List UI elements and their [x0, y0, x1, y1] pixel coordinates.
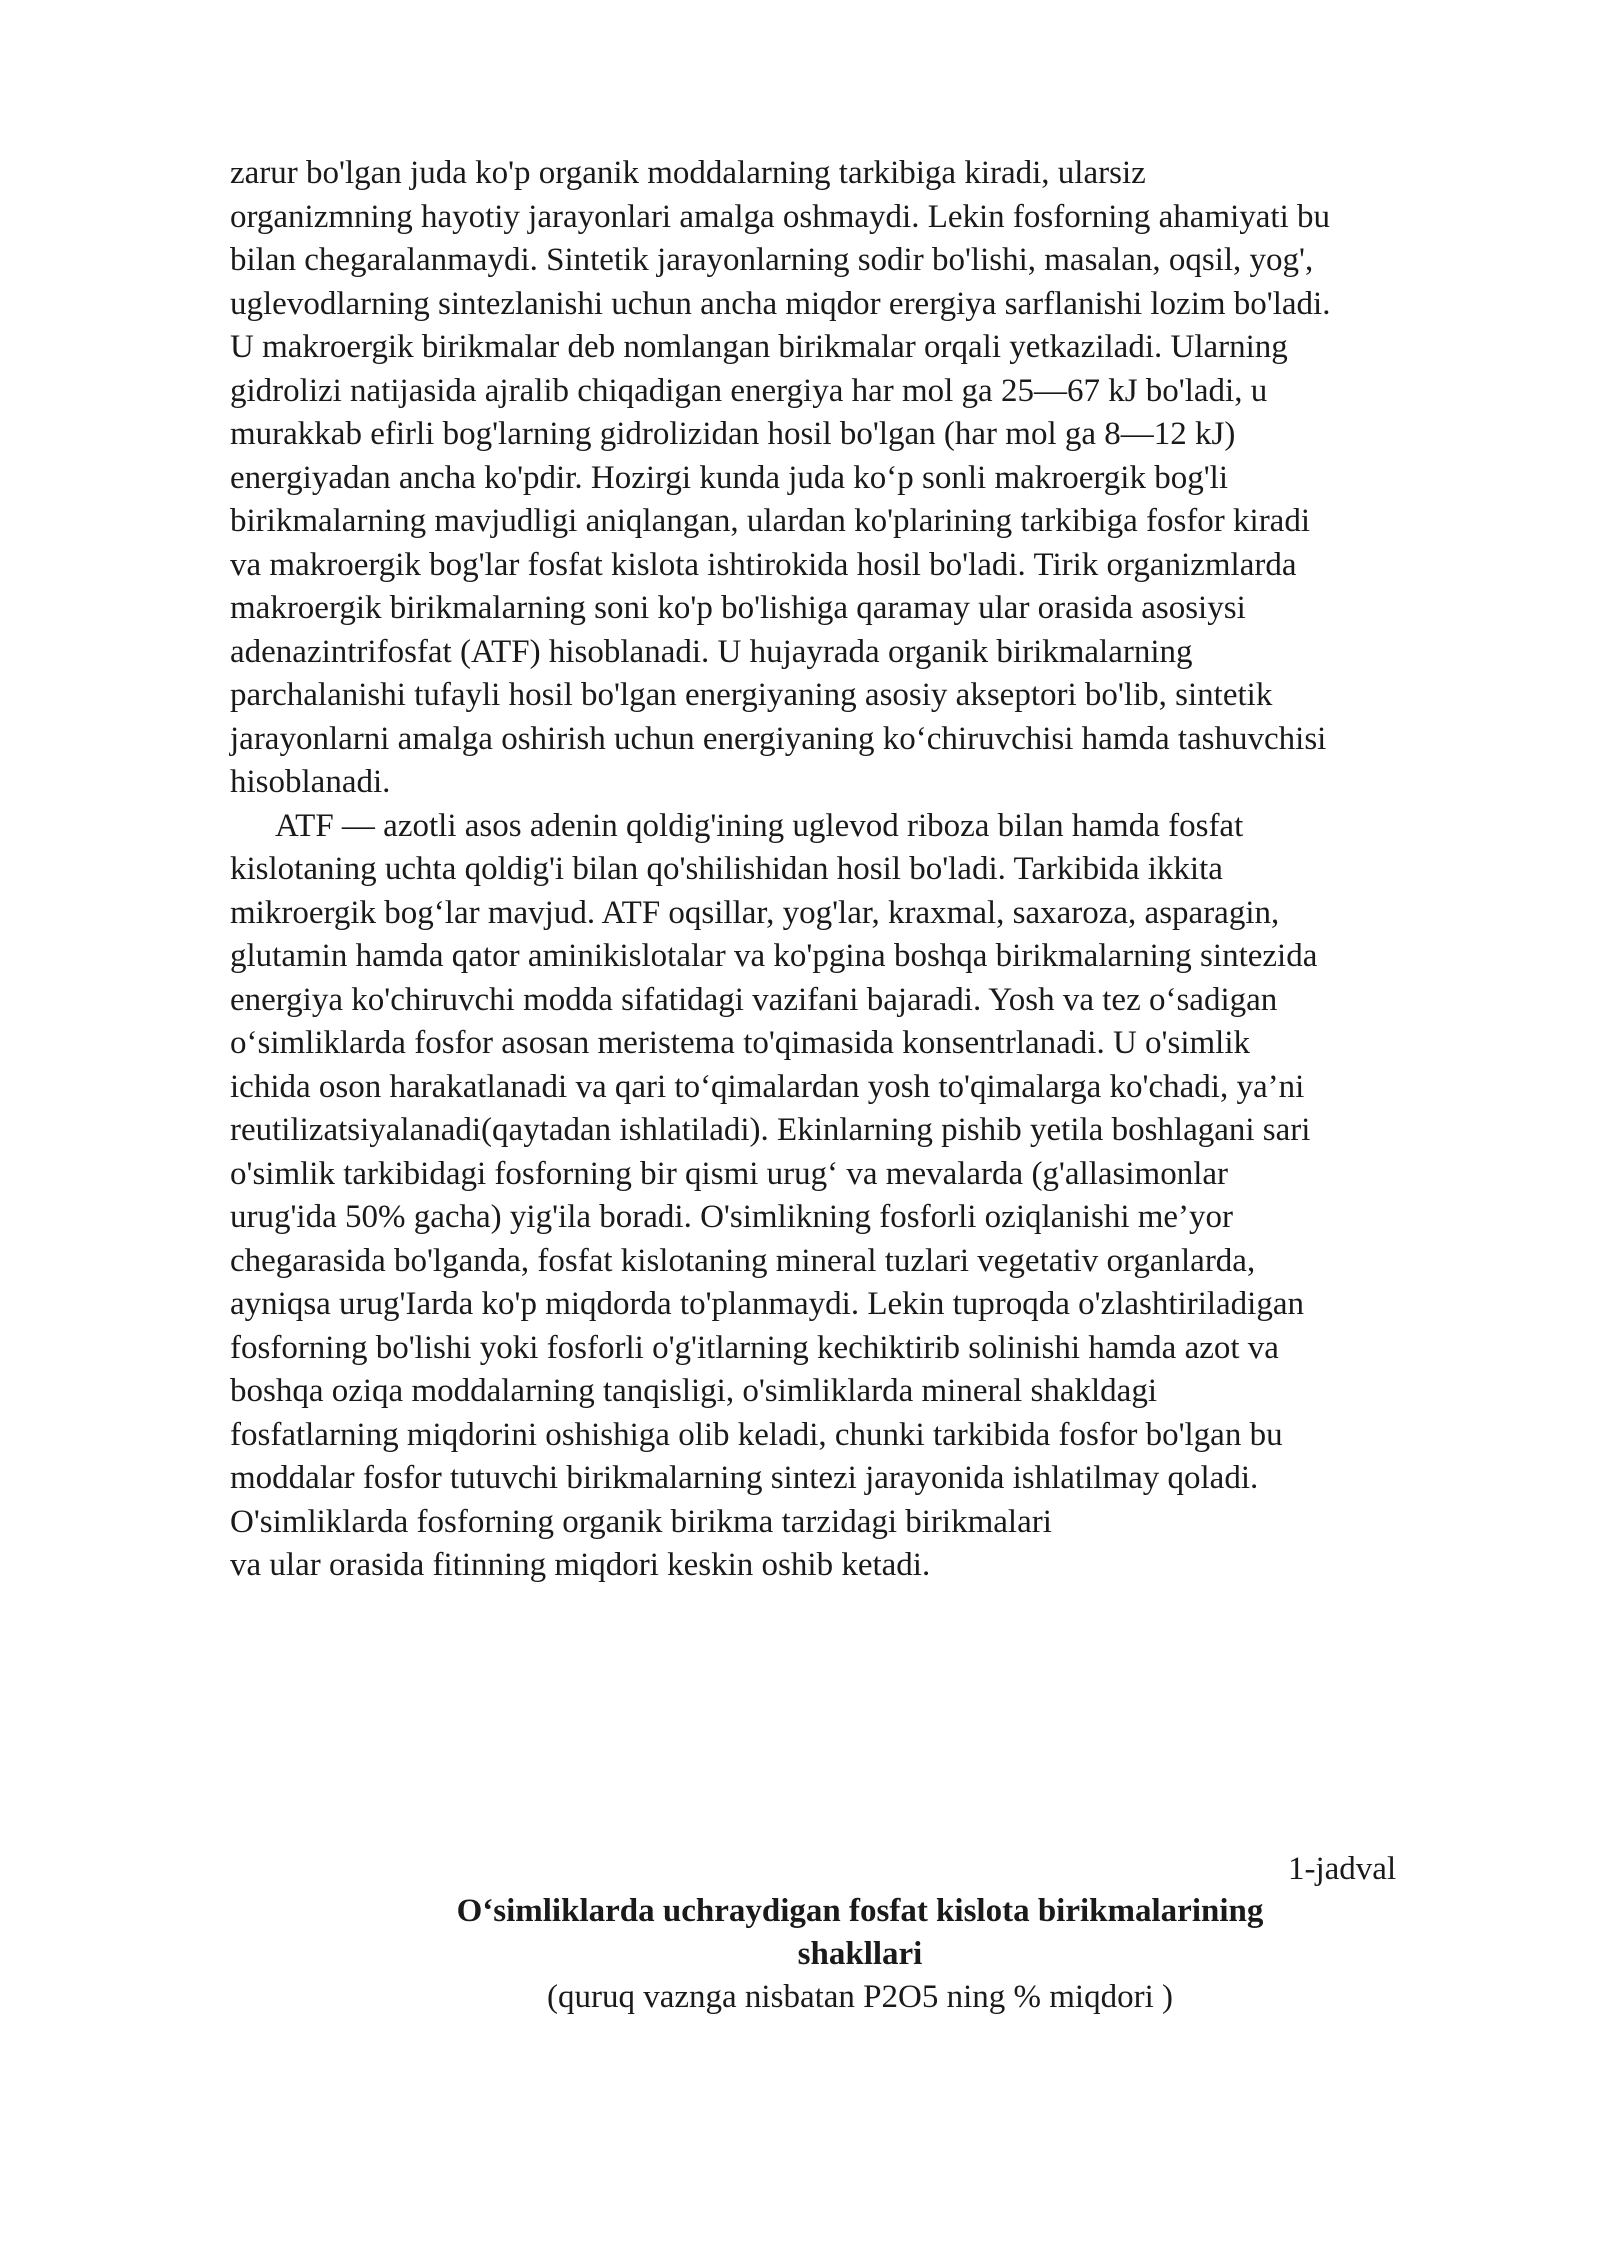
text-line: va ular orasida fitinning miqdori keskin oshib ketadi. [230, 1547, 931, 1583]
paragraph-2 [230, 805, 1520, 1588]
text-line: boshqa oziqa moddalarning tanqisligi, o'simliklarda mineral shakldagi [230, 1373, 1157, 1409]
text-line: adenazintrifosfat (ATF) hisoblanadi. U hujayrada organik birikmalarning [230, 633, 1193, 670]
text-line: moddalar fosfor tutuvchi birikmalarning sintezi jarayonida ishlatilmay qoladi. [230, 1460, 1259, 1496]
text-line: o'simlik tarkibidagi fosforning bir qismi urug‘ va mevalarda (g'allasimonlar [230, 1155, 1228, 1192]
text-line: bilan chegaralanmaydi. Sintetik jarayonlarning sodir bo'lishi, masalan, oqsil, yog', [230, 242, 1314, 278]
text-line: energiya ko'chiruvchi modda sifatidagi vazifani bajaradi. Yosh va tez o‘sadigan [230, 981, 1278, 1018]
text-line: ichida oson harakatlanadi va qari to‘qimalardan yosh to'qimalarga ko'chadi, ya’ni [230, 1068, 1305, 1105]
text-line: organizmning hayotiy jarayonlari amalga oshmaydi. Lekin fosforning ahamiyati bu [230, 198, 1331, 235]
text-line: fosforning bo'lishi yoki fosforli o'g'itlarning kechiktirib solinishi hamda azot va [230, 1329, 1279, 1366]
text-line: kislotaning uchta qoldig'i bilan qo'shilishidan hosil bo'ladi. Tarkibida ikkita [230, 851, 1223, 887]
text-line: O'simliklarda fosforning organik birikma tarzidagi birikmalari [230, 1503, 1052, 1540]
text-line: fosfatlarning miqdorini oshishiga olib keladi, chunki tarkibida fosfor bo'lgan bu [230, 1416, 1283, 1453]
table-subtitle: (quruq vaznga nisbatan P2O5 ning % miqdori ) [547, 1979, 1173, 2015]
text-line: glutamin hamda qator aminikislotalar va ko'pgina boshqa birikmalarning sintezida [230, 938, 1318, 974]
text-line: reutilizatsiyalanadi(qaytadan ishlatiladi). Ekinlarning pishib yetila boshlagani sari [230, 1112, 1311, 1148]
text-line: U makroergik birikmalar deb nomlangan birikmalar orqali yetkaziladi. Ularning [230, 329, 1288, 365]
table-label: 1-jadval [1288, 1851, 1397, 1887]
text-line: uglevodlarning sintezlanishi uchun ancha miqdor erergiya sarflanishi lozim bo'ladi. [230, 285, 1331, 322]
text-line: jarayonlarni amalga oshirish uchun energiyaning ko‘chiruvchisi hamda tashuvchisi [230, 720, 1327, 757]
text-line: hisoblanadi. [230, 764, 391, 800]
text-line: va makroergik bog'lar fosfat kislota ishtirokida hosil bo'ladi. Tirik organizmlarda [230, 546, 1297, 583]
text-line: energiyadan ancha ko'pdir. Hozirgi kunda juda ko‘p sonli makroergik bog'li [230, 459, 1229, 496]
text-line: o‘simliklarda fosfor asosan meristema to'qimasida konsentrlanadi. U o'simlik [230, 1025, 1251, 1061]
paragraph-1 [230, 152, 1520, 805]
text-line: urug'ida 50% gacha) yig'ila boradi. O'simlikning fosforli oziqlanishi me’yor [230, 1199, 1234, 1235]
text-line: birikmalarning mavjudligi aniqlangan, ulardan ko'plarining tarkibiga fosfor kiradi [230, 503, 1310, 539]
text-line: zarur bo'lgan juda ko'p organik moddalarning tarkibiga kiradi, ularsiz [230, 155, 1146, 191]
text-line: gidrolizi natijasida ajralib chiqadigan energiya har mol ga 25—67 kJ bo'ladi, u [230, 372, 1268, 409]
text-line: makroergik birikmalarning soni ko'p bo'lishiga qaramay ular orasida asosiysi [230, 590, 1246, 626]
text-line: chegarasida bo'lganda, fosfat kislotaning mineral tuzlari vegetativ organlarda, [230, 1242, 1256, 1279]
text-line: parchalanishi tufayli hosil bo'lgan energiyaning asosiy akseptori bo'lib, sintetik [230, 677, 1273, 713]
text-line: mikroergik bog‘lar mavjud. ATF oqsillar, yog'lar, kraxmal, saxaroza, asparagin, [230, 894, 1280, 931]
table-title-line-2: shakllari [797, 1936, 923, 1972]
text-line: murakkab efirli bog'larning gidrolizidan hosil bo'lgan (har mol ga 8—12 kJ) [230, 416, 1236, 452]
text-line: ATF — azotli asos adenin qoldig'ining uglevod riboza bilan hamda fosfat [275, 807, 1244, 844]
text-line: ayniqsa urug'Iarda ko'p miqdorda to'planmaydi. Lekin tuproqda o'zlashtiriladigan [230, 1286, 1304, 1322]
table-title-line-1: O‘simliklarda uchraydigan fosfat kislota birikmalarining [456, 1893, 1264, 1929]
body-text [230, 152, 1520, 1588]
